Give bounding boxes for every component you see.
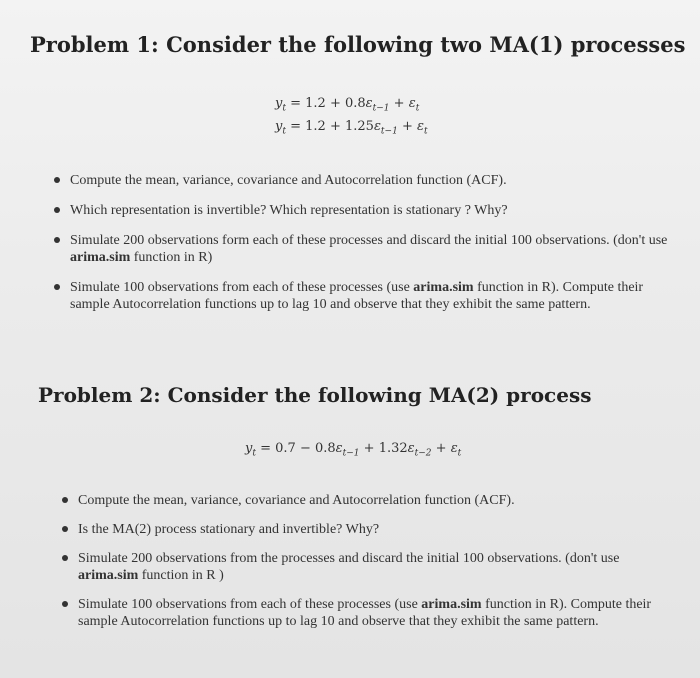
- list-item: Which representation is invertible? Which representation is stationary ? Why?: [54, 202, 674, 219]
- equation-ma1-second: $y_t = 1.2 + 1.25\varepsilon_{t-1} + \varepsilon_t$: [275, 119, 428, 137]
- list-item: Simulate 100 observations from each of these processes (use arima.sim function in R). Compute their sample Autocorrelation functions up to lag 10 and observe that they exhibit the same pattern.: [62, 596, 662, 630]
- equation-ma2: $y_t = 0.7 - 0.8\varepsilon_{t-1} + 1.32\varepsilon_{t-2} + \varepsilon_t$: [245, 441, 462, 459]
- problem-1-title: Problem 1: Consider the following two MA(1) processes: [30, 32, 686, 57]
- problem-2-title: Problem 2: Consider the following MA(2) process: [38, 383, 592, 407]
- equation-ma1-first: $y_t = 1.2 + 0.8\varepsilon_{t-1} + \varepsilon_t$: [275, 96, 420, 114]
- list-item: Simulate 200 observations from the processes and discard the initial 100 observations. (don't use arima.sim function in R ): [62, 550, 662, 584]
- list-item: Is the MA(2) process stationary and invertible? Why?: [62, 521, 662, 538]
- list-item: Simulate 200 observations form each of these processes and discard the initial 100 observations. (don't use arima.sim function in R): [54, 232, 674, 266]
- list-item: Compute the mean, variance, covariance and Autocorrelation function (ACF).: [54, 172, 674, 189]
- list-item: Compute the mean, variance, covariance and Autocorrelation function (ACF).: [62, 492, 662, 509]
- list-item: Simulate 100 observations from each of these processes (use arima.sim function in R). Compute their sample Autocorrelation functions up to lag 10 and observe that they exhibit the same pattern.: [54, 279, 674, 313]
- problem-2-task-list: [62, 492, 662, 642]
- problem-1-task-list: [54, 172, 674, 326]
